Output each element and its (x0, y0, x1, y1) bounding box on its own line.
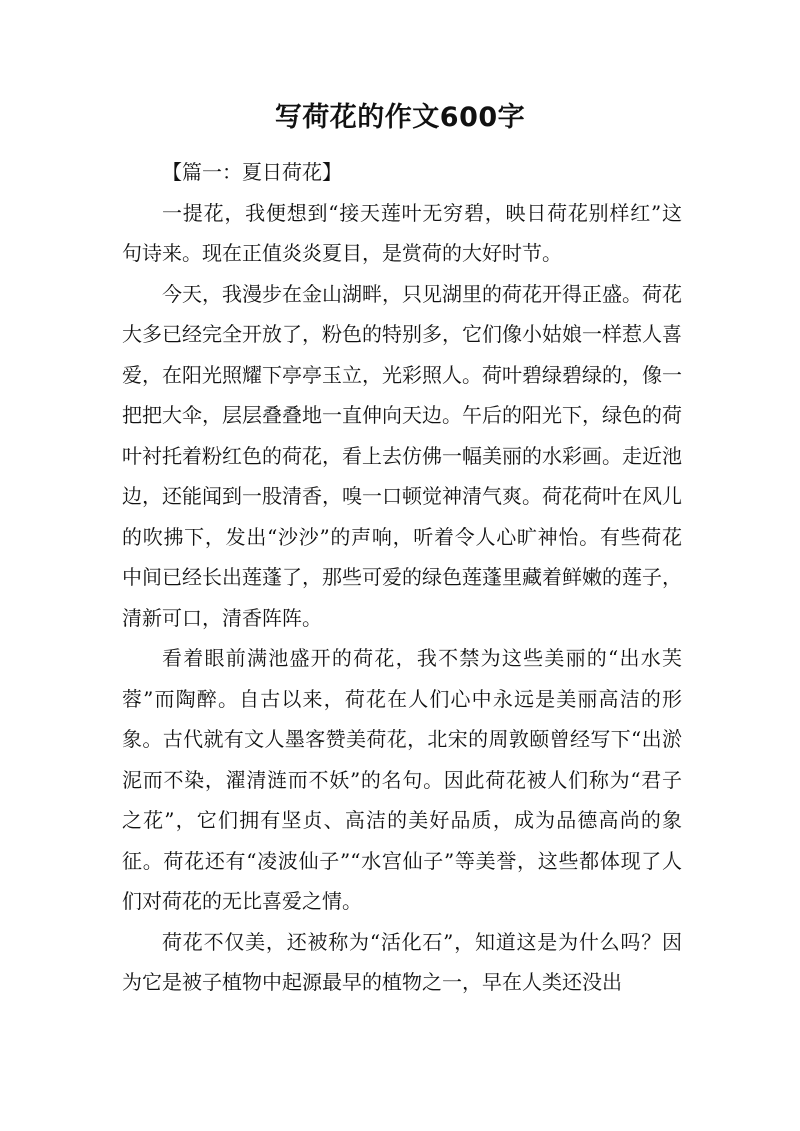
paragraph-3: 看着眼前满池盛开的荷花，我不禁为这些美丽的“出水芙蓉”而陶醉。自古以来，荷花在人们心中永远是美丽高洁的形象。古代就有文人墨客赞美荷花，北宋的周敦颐曾经写下“出淤泥而不染，濯清涟而不妖”的名句。因此荷花被人们称为“君子之花”，它们拥有坚贞、高洁的美好品质，成为品德高尚的象征。荷花还有“凌波仙子”“水宫仙子”等美誉，这些都体现了人们对荷花的无比喜爱之情。 (122, 646, 682, 913)
document-title: 写荷花的作文600字 (274, 102, 526, 133)
paragraph-4: 荷花不仅美，还被称为“活化石”，知道这是为什么吗？因为它是被子植物中起源最早的植物之一，早在人类还没出 (122, 929, 682, 994)
paragraph-1: 一提花，我便想到“接天莲叶无穷碧，映日荷花别样红”这句诗来。现在正值炎炎夏目，是赏荷的大好时节。 (122, 200, 682, 265)
paragraph-2: 今天，我漫步在金山湖畔，只见湖里的荷花开得正盛。荷花大多已经完全开放了，粉色的特别多，它们像小姑娘一样惹人喜爱，在阳光照耀下亭亭玉立，光彩照人。荷叶碧绿碧绿的，像一把把大伞，层层叠叠地一直伸向天边。午后的阳光下，绿色的荷叶衬托着粉红色的荷花，看上去仿佛一幅美丽的水彩画。走近池边，还能闻到一股清香，嗅一口顿觉神清气爽。荷花荷叶在风儿的吹拂下，发出“沙沙”的声响，听着令人心旷神怡。有些荷花中间已经长出莲蓬了，那些可爱的绿色莲蓬里藏着鲜嫩的莲子，清新可口，清香阵阵。 (122, 281, 682, 630)
document-body (122, 152, 682, 1003)
section-heading: 【篇一：夏日荷花】 (162, 160, 342, 184)
